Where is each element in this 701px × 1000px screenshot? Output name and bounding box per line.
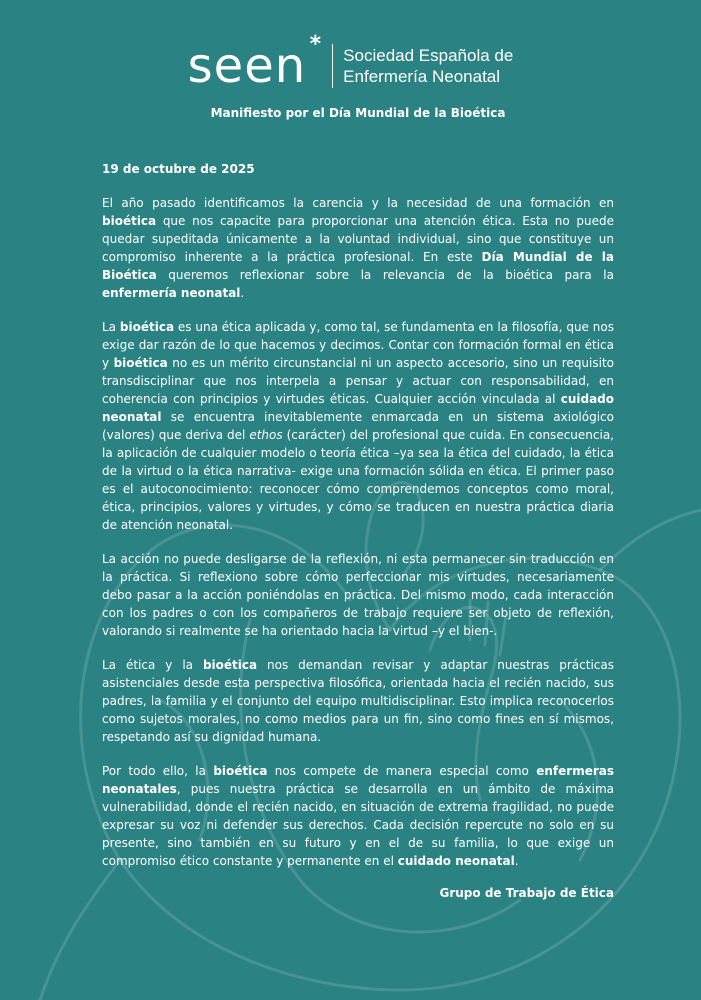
text-run: queremos reflexionar sobre la relevancia de la bioética para la xyxy=(156,268,614,282)
logo-star-icon: * xyxy=(309,32,323,57)
document-subtitle: Manifiesto por el Día Mundial de la Bioética xyxy=(210,106,506,120)
text-run: (carácter) del profesional que cuida. En consecuencia, la aplicación de cualquier modelo o teoría ética –ya sea la ética del cuidado, la ética de la virtud o la ética narrativa- exige una formación sólida en ética. El primer paso es el autoconocimiento: reconocer cómo comprendemos conceptos como moral, ética, principios, valores y virtudes, y cómo se traducen en nuestra práctica diaria de atención neonatal. xyxy=(102,428,614,532)
body-paragraph xyxy=(102,318,614,534)
text-run: , pues nuestra práctica se desarrolla en un ámbito de máxima vulnerabilidad, donde el recién nacido, en situación de extrema fragilidad, no puede expresar su voz ni defender sus derechos. Cada decisión repercute no solo en su presente, sino también en su futuro y en el de su familia, lo que exige un compromiso ético constante y permanente en el xyxy=(102,782,614,868)
bold-text: bioética xyxy=(202,658,258,672)
logo-divider xyxy=(332,44,333,88)
bold-text: bioética xyxy=(213,764,268,778)
text-run: no es un mérito circunstancial ni un aspecto accesorio, sino un requisito transdisciplinar que nos interpela a pensar y actuar con responsabilidad, en coherencia con principios y virtudes éticas. Cualquier acción vinculada al xyxy=(102,356,615,406)
text-run: La acción no puede desligarse de la reflexión, ni esta permanecer sin traducción en la práctica. Si reflexiono sobre cómo perfeccionar mis virtudes, necesariamente debo pasar a la acción poniéndolas en práctica. Del mismo modo, cada interacción con los padres o con los compañeros de trabajo requiere ser objeto de reflexión, valorando si realmente se ha orientado hacia la virtud –y el bien-. xyxy=(102,552,614,638)
manifesto-body xyxy=(102,160,614,902)
text-run: . xyxy=(514,854,519,868)
text-run: El año pasado identificamos la carencia y la necesidad de una formación en xyxy=(102,196,614,210)
bold-text: bioética xyxy=(113,356,168,370)
bold-text: enfermeras neonatales xyxy=(102,764,614,796)
bold-text: enfermería neonatal xyxy=(102,286,241,300)
text-run: nos compete de manera especial como xyxy=(267,764,537,778)
text-run: se encuentra inevitablemente enmarcada en un sistema axiológico (valores) que deriva del xyxy=(102,410,614,442)
logo-wordmark: seen * xyxy=(187,32,323,94)
organization-name-line1: Sociedad Española de xyxy=(343,46,514,65)
bold-text: bioética xyxy=(102,214,157,228)
body-paragraph xyxy=(102,550,614,640)
text-run: nos demandan revisar y adaptar nuestras prácticas asistenciales desde esta perspectiva filosófica, orientada hacia el recién nacido, sus padres, la familia y el conjunto del equipo multidisciplinar. Esto implica reconocerlos como sujetos morales, no como medios para un fin, sino como fines en sí mismos, respetando así su dignidad humana. xyxy=(102,658,614,744)
text-run: . xyxy=(240,286,245,300)
bold-text: bioética xyxy=(119,320,175,334)
paragraphs-container xyxy=(102,194,614,870)
text-run: Por todo ello, la xyxy=(102,764,214,778)
text-run: que nos capacite para proporcionar una atención ética. Esta no puede quedar supeditada únicamente a la voluntad individual, sino que constituye un compromiso inherente a la práctica profesional. En este xyxy=(102,214,614,264)
body-paragraph xyxy=(102,656,614,746)
text-run: La ética y la xyxy=(102,658,203,672)
bold-text: Día Mundial de la Bioética xyxy=(102,250,614,282)
document-date: 19 de octubre de 2025 xyxy=(102,162,255,176)
text-run: La xyxy=(102,320,120,334)
body-paragraph xyxy=(102,194,614,302)
text-run: es una ética aplicada y, como tal, se fundamenta en la filosofía, que nos exige dar razón de lo que hacemos y decimos. Contar con formación formal en ética y xyxy=(102,320,614,370)
organization-name xyxy=(343,45,513,87)
organization-name-line2: Enfermería Neonatal xyxy=(343,67,501,86)
body-paragraph xyxy=(102,762,614,870)
signature: Grupo de Trabajo de Ética xyxy=(439,886,614,900)
seen-logo xyxy=(0,32,701,96)
bold-text: cuidado neonatal xyxy=(102,392,614,424)
italic-text: ethos xyxy=(249,428,283,442)
bold-text: cuidado neonatal xyxy=(397,854,515,868)
